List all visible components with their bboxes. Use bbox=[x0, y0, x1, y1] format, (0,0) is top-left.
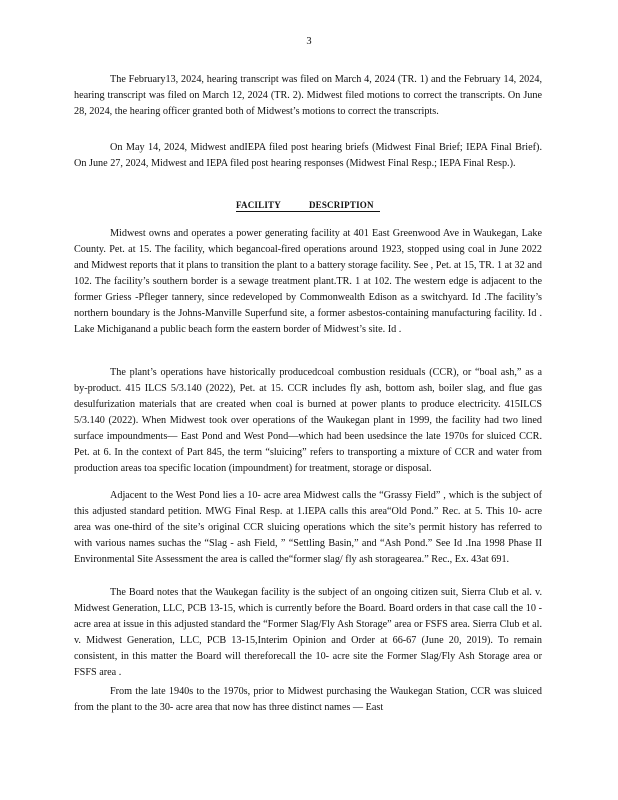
heading-word-facility: FACILITY bbox=[236, 200, 281, 210]
paragraph-grassy-field: Adjacent to the West Pond lies a 10- acre area Midwest calls the “Grassy Field” , which is the subject of this adjusted standard petition. MWG Final Resp. at 1.IEPA calls this area“Old Pond.” Rec. at 5. This 10- acre area was one-third of the site’s original CCR sluicing operations which the site’s permit history has referred to with various names suchas the “Slag - ash Field, ” “Settling Basin,” and “Ash Pond.” See Id .Ina 1998 Phase II Environmental Site Assessment the area is called the“former slag/ fly ash storagearea.” Rec., Ex. 43at 691. bbox=[74, 490, 542, 565]
paragraph-citizen-suit: The Board notes that the Waukegan facility is the subject of an ongoing citizen suit, Sierra Club et al. v. Midwest Generation, LLC, PCB 13-15, which is currently before the Board. Board orders in that case call the 10 -acre area at issue in this adjusted standard the “Former Slag/Fly Ash Storage” area or FSFS area. Sierra Club et al. v. Midwest Generation, LLC, PCB 13-15,Interim Opinion and Order at 66-67 (June 20, 2019). To remain consistent, in this matter the Board will thereforecall the 10- acre site the Former Slag/Fly Ash Storage area or FSFS area . bbox=[74, 587, 542, 678]
page-number: 3 bbox=[306, 36, 312, 47]
section-heading-facility-description bbox=[236, 199, 380, 212]
paragraph-facility-overview: Midwest owns and operates a power generating facility at 401 East Greenwood Ave in Waukegan, Lake County. Pet. at 15. The facility, which begancoal-fired operations around 1923, stopped using coal in June 2022 and Midwest reports that it plans to transition the plant to a battery storage facility. See , Pet. at 15, TR. 1 at 32 and 102. The facility’s southern border is a sewage treatment plant.TR. 1 at 102. The western edge is adjacent to the former Griess -Pfleger tannery, since redeveloped by Commonwealth Edison as a switchyard. Id .The facility’s northern boundary is the Johns-Manville Superfund site, a former asbestos-containing manufacturing facility. Id . Lake Michiganand a public beach form the eastern border of Midwest’s site. Id . bbox=[74, 228, 542, 335]
paragraph-post-hearing-briefs: On May 14, 2024, Midwest andIEPA filed post hearing briefs (Midwest Final Brief; IEPA Final Brief). On June 27, 2024, Midwest and IEPA filed post hearing responses (Midwest Final Resp.; IEPA Final Resp.). bbox=[74, 142, 542, 169]
paragraph-transcripts: The February13, 2024, hearing transcript was filed on March 4, 2024 (TR. 1) and the February 14, 2024, hearing transcript was filed on March 12, 2024 (TR. 2). Midwest filed motions to correct the transcripts. On June 28, 2024, the hearing officer granted both of Midwest’s motions to correct the transcripts. bbox=[74, 74, 542, 117]
heading-word-description: DESCRIPTION bbox=[308, 200, 374, 210]
paragraph-sluicing-history: From the late 1940s to the 1970s, prior to Midwest purchasing the Waukegan Station, CCR was sluiced from the plant to the 30- acre area that now has three distinct names — East bbox=[74, 686, 542, 713]
paragraph-ccr-operations: The plant’s operations have historically producedcoal combustion residuals (CCR), or “boal ash,” as a by-product. 415 ILCS 5/3.140 (2022), Pet. at 15. CCR includes fly ash, bottom ash, boiler slag, and flue gas desulfurization materials that are created when coal is burned at power plants to produce electricity. 415ILCS 5/3.140 (2022). When Midwest took over operations of the Waukegan plant in 1999, the facility had two lined surface impoundments— East Pond and West Pond—which had been usedsince the late 1970s for sluiced CCR. Pet. at 6. In the context of Part 845, the term “sluicing” refers to transporting a mixture of CCR and water from production areas toa specific location (impoundment) for treatment, storage or disposal. bbox=[74, 367, 542, 474]
